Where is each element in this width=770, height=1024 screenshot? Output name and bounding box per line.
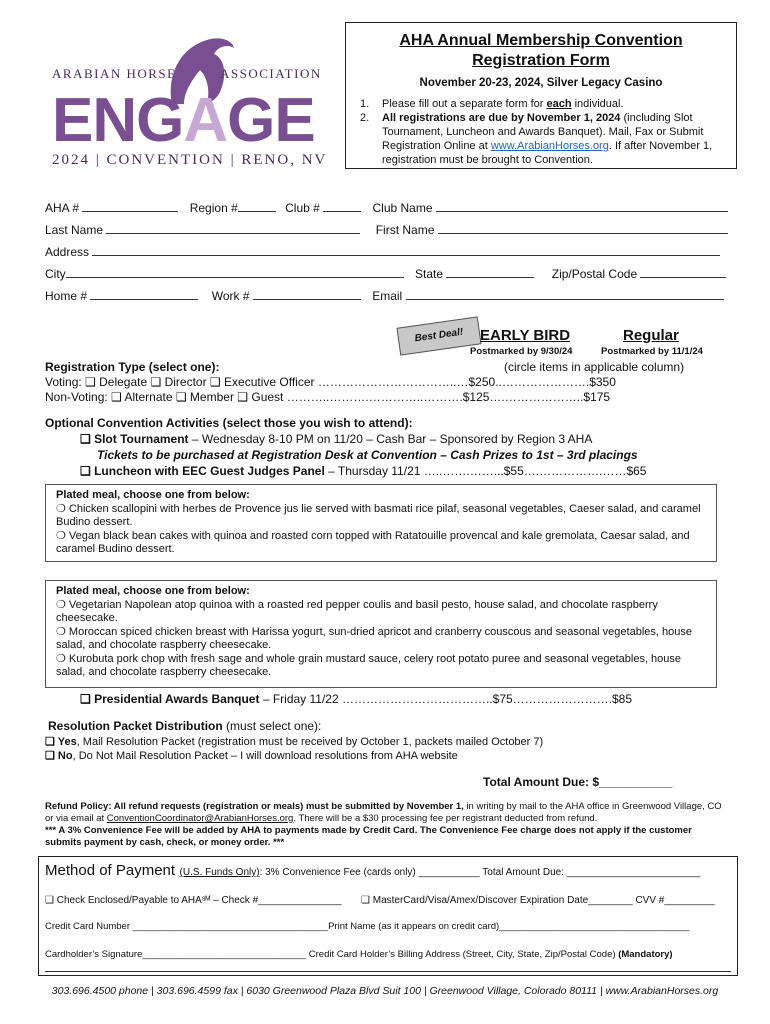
fields-row-2: [45, 222, 728, 237]
club-field[interactable]: [323, 200, 361, 212]
address-label: Address: [45, 245, 90, 259]
convention-dates: November 20-23, 2024, Silver Legacy Casino: [419, 77, 663, 89]
billing-address-line[interactable]: [45, 971, 731, 972]
luncheon-option-1[interactable]: ❍ Chicken scallopini with herbes de Provence jus lie served with basmati rice pilaf, seasonal vegetables, Caeser salad, and caramel Budino dessert.: [56, 502, 701, 528]
early-bird-sub: Postmarked by 9/30/24: [470, 346, 573, 357]
logo-engage: ENGAGE: [52, 86, 315, 155]
regular-heading: Regular: [623, 327, 679, 344]
check-option[interactable]: ❑ Check Enclosed/Payable to AHAˢᴹ – Check #_______________: [45, 895, 342, 906]
title-box: [345, 22, 737, 169]
refund-email-link[interactable]: ConventionCoordinator@ArabianHorses.org: [106, 813, 294, 824]
state-field[interactable]: [446, 266, 534, 278]
banquet-meal-box: [45, 580, 717, 688]
best-deal-badge: Best Deal!: [396, 316, 481, 355]
club-name-label: Club Name: [372, 201, 433, 215]
work-field[interactable]: [253, 288, 361, 300]
slot-row[interactable]: ❑ Slot Tournament – Wednesday 8-10 PM on 11/20 – Cash Bar – Sponsored by Region 3 AHA: [80, 432, 593, 446]
convenience-fee-note: *** A 3% Convenience Fee will be added by AHA to payments made by Credit Card. The Convenience Fee charge does not apply if the customer submits payment by cash, check, or money order. ***: [45, 825, 692, 848]
us-funds-note: (U.S. Funds Only): [179, 867, 260, 878]
fields-row-4: [45, 266, 726, 281]
card-number-row[interactable]: Credit Card Number _____________________________________Print Name (as it appears on credit card)____________________________________: [45, 921, 690, 932]
fields-row-3: [45, 244, 720, 259]
resolution-title: Resolution Packet Distribution (must select one):: [48, 719, 322, 733]
refund-policy: Refund Policy: All refund requests (registration or meals) must be submitted by November 1, in writing by mail to the AHA office in Greenwood Village, CO or via email at ConventionCoordinator@ArabianHorses.org. There will be a $30 processing fee per registrant deducted from refund. *** A 3% Convenience Fee will be added by AHA to payments made by Credit Card. The Convenience Fee charge does not apply if the customer submits payment by cash, check, or money order. ***: [45, 801, 722, 848]
resolution-yes[interactable]: ❑ Yes, Mail Resolution Packet (registration must be received by October 1, packets mailed October 7): [45, 736, 544, 748]
address-field[interactable]: [92, 244, 720, 256]
instruction-2: 2. All registrations are due by November 1, 2024 (including Slot Tournament, Luncheon and Awards Banquet). Mail, Fax or Submit Registration Online at www.ArabianHorses.org. If after November 1, registration must be brought to Convention.: [360, 112, 713, 166]
aha-field[interactable]: [82, 200, 178, 212]
first-name-field[interactable]: [438, 222, 728, 234]
circle-note: (circle items in applicable column): [504, 360, 685, 374]
banquet-option-1[interactable]: ❍ Vegetarian Napolean atop quinoa with a roasted red pepper coulis and basil pesto, house salad, and chocolate raspberry cheesecake.: [56, 598, 658, 624]
luncheon-row[interactable]: ❑ Luncheon with EEC Guest Judges Panel – Thursday 11/21 …..…….……...$55….…………….……$65: [80, 464, 647, 478]
email-label: Email: [372, 289, 403, 303]
club-name-field[interactable]: [436, 200, 728, 212]
last-name-label: Last Name: [45, 223, 104, 237]
last-name-field[interactable]: [106, 222, 360, 234]
fields-row-5: [45, 288, 724, 303]
website-link[interactable]: www.ArabianHorses.org: [490, 140, 609, 152]
logo-left-text: ARABIAN HORSE: [52, 66, 177, 81]
form-title: AHA Annual Membership Convention Registration Form: [399, 32, 683, 69]
luncheon-option-2[interactable]: ❍ Vegan black bean cakes with quinoa and roasted corn topped with Ratatouille provencal and kale gremolata, Caesar salad, and caramel Budino dessert.: [56, 529, 690, 555]
total-amount-due[interactable]: Total Amount Due: $___________: [483, 775, 673, 789]
club-label: Club #: [285, 201, 320, 215]
luncheon-meal-box: [45, 484, 717, 562]
city-field[interactable]: [66, 266, 404, 278]
aha-label: AHA #: [45, 201, 80, 215]
city-label: City: [45, 267, 66, 281]
logo-tagline: 2024 | CONVENTION | RENO, NV: [52, 152, 328, 168]
fields-row-1: [45, 200, 728, 215]
logo: [40, 30, 340, 175]
email-field[interactable]: [406, 288, 724, 300]
region-label: Region #: [189, 201, 238, 215]
nonvoting-row[interactable]: Non-Voting: ❑ Alternate ❑ Member ❑ Guest ………..……….…………..……….$125….………………..$175: [45, 390, 611, 404]
luncheon-meal-title: Plated meal, choose one from below:: [56, 489, 250, 501]
card-option[interactable]: ❑ MasterCard/Visa/Amex/Discover Expiration Date________ CVV #_________: [361, 895, 715, 906]
payment-title-row: [45, 862, 700, 880]
resolution-no[interactable]: ❑ No, Do Not Mail Resolution Packet – I will download resolutions from AHA website: [45, 750, 458, 762]
home-label: Home #: [45, 289, 88, 303]
region-field[interactable]: [238, 200, 276, 212]
banquet-row[interactable]: ❑ Presidential Awards Banquet – Friday 11/22 ………………………………..$75…………………….$85: [80, 692, 633, 706]
zip-label: Zip/Postal Code: [551, 267, 638, 281]
banquet-option-2[interactable]: ❍ Moroccan spiced chicken breast with Harissa yogurt, sun-dried apricot and cranberry couscous and seasonal vegetables, house salad, and chocolate raspberry cheesecake.: [56, 625, 692, 651]
logo-right-text: ASSOCIATION: [220, 66, 322, 81]
cardholder-row[interactable]: Cardholder’s Signature_______________________________ Credit Card Holder’s Billing Address (Street, City, State, Zip/Postal Code) (Mandatory): [45, 949, 673, 960]
zip-field[interactable]: [640, 266, 726, 278]
state-label: State: [415, 267, 444, 281]
payment-box: [38, 856, 738, 976]
banquet-option-3[interactable]: ❍ Kurobuta pork chop with fresh sage and whole grain mustard sauce, celery root potato puree and seasonal vegetables, house salad, and chocolate raspberry cheesecake.: [56, 652, 682, 678]
home-field[interactable]: [90, 288, 198, 300]
payment-title: Method of Payment: [45, 862, 176, 879]
optional-title: Optional Convention Activities (select those you wish to attend):: [45, 416, 413, 430]
instruction-1: 1. Please fill out a separate form for each individual.: [360, 98, 624, 110]
footer: 303.696.4500 phone | 303.696.4599 fax | 6030 Greenwood Plaza Blvd Suit 100 | Greenwood Village, Colorado 80111 | www.ArabianHorses.org: [51, 985, 719, 997]
registration-title: Registration Type (select one):: [45, 360, 220, 374]
instructions-list: [360, 97, 728, 167]
banquet-meal-title: Plated meal, choose one from below:: [56, 585, 250, 597]
tickets-note: Tickets to be purchased at Registration Desk at Convention – Cash Prizes to 1st – 3rd placings: [97, 448, 638, 462]
early-bird-heading: EARLY BIRD: [480, 327, 571, 344]
first-name-label: First Name: [375, 223, 435, 237]
regular-sub: Postmarked by 11/1/24: [601, 346, 703, 357]
voting-row[interactable]: Voting: ❑ Delegate ❑ Director ❑ Executive Officer ……………………………..…$250..………………….$350: [45, 375, 616, 389]
work-label: Work #: [211, 289, 250, 303]
convenience-fee-field[interactable]: : 3% Convenience Fee (cards only) ___________ Total Amount Due: ________________________: [259, 867, 701, 878]
